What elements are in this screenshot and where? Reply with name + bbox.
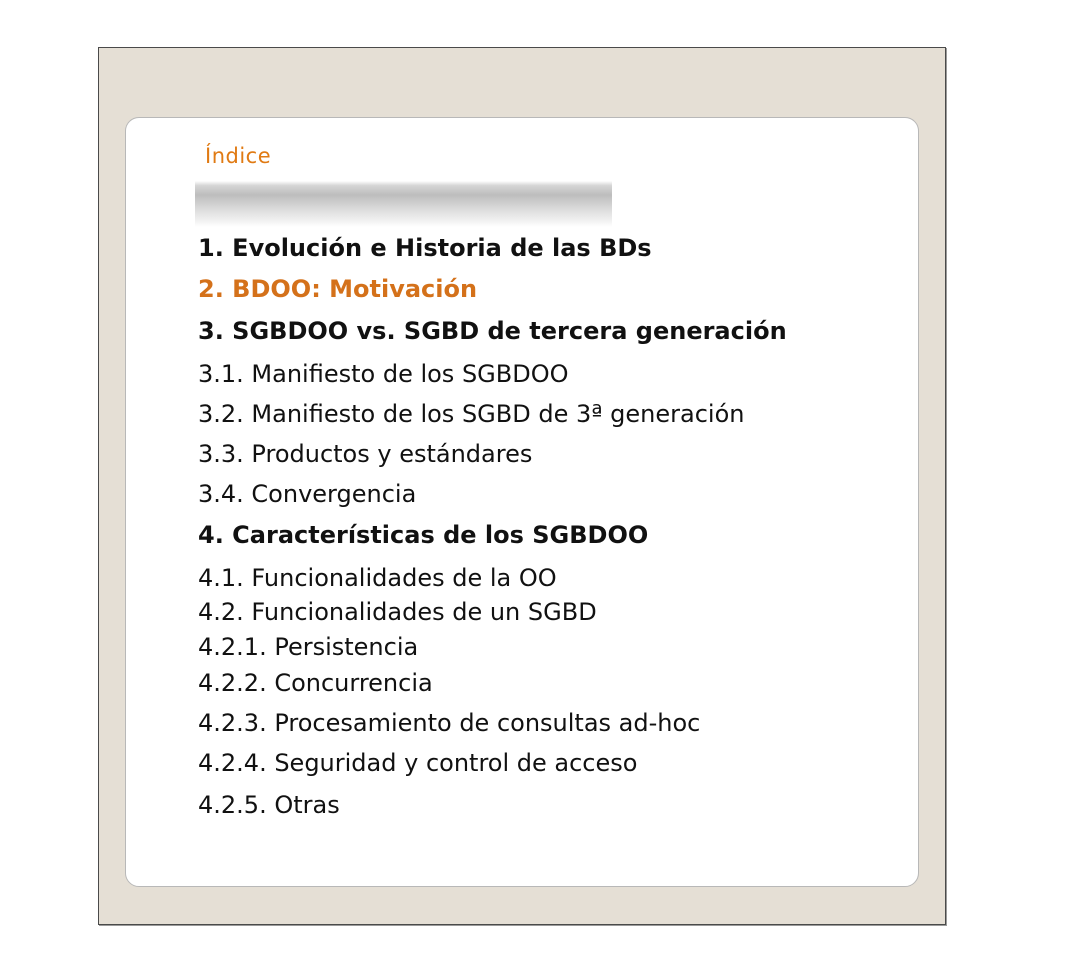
toc-item-3: 3. SGBDOO vs. SGBD de tercera generación [198,317,787,345]
toc-item-4-2: 4.2. Funcionalidades de un SGBD [198,598,597,626]
toc-item-4-2-4: 4.2.4. Seguridad y control de acceso [198,749,638,777]
toc-item-3-4: 3.4. Convergencia [198,480,417,508]
toc-item-4-2-3: 4.2.3. Procesamiento de consultas ad-hoc [198,709,701,737]
toc-item-1: 1. Evolución e Historia de las BDs [198,234,652,262]
toc-item-3-2: 3.2. Manifiesto de los SGBD de 3ª generación [198,400,745,428]
toc-item-3-3: 3.3. Productos y estándares [198,440,533,468]
toc-item-2: 2. BDOO: Motivación [198,275,478,303]
toc-item-3-1: 3.1. Manifiesto de los SGBDOO [198,360,569,388]
slide-title: Índice [205,144,272,168]
toc-item-4: 4. Características de los SGBDOO [198,521,649,549]
title-underline-bar [195,181,612,227]
toc-item-4-2-2: 4.2.2. Concurrencia [198,669,433,697]
toc-item-4-1: 4.1. Funcionalidades de la OO [198,564,557,592]
toc-item-4-2-1: 4.2.1. Persistencia [198,633,419,661]
toc-item-4-2-5: 4.2.5. Otras [198,791,340,819]
